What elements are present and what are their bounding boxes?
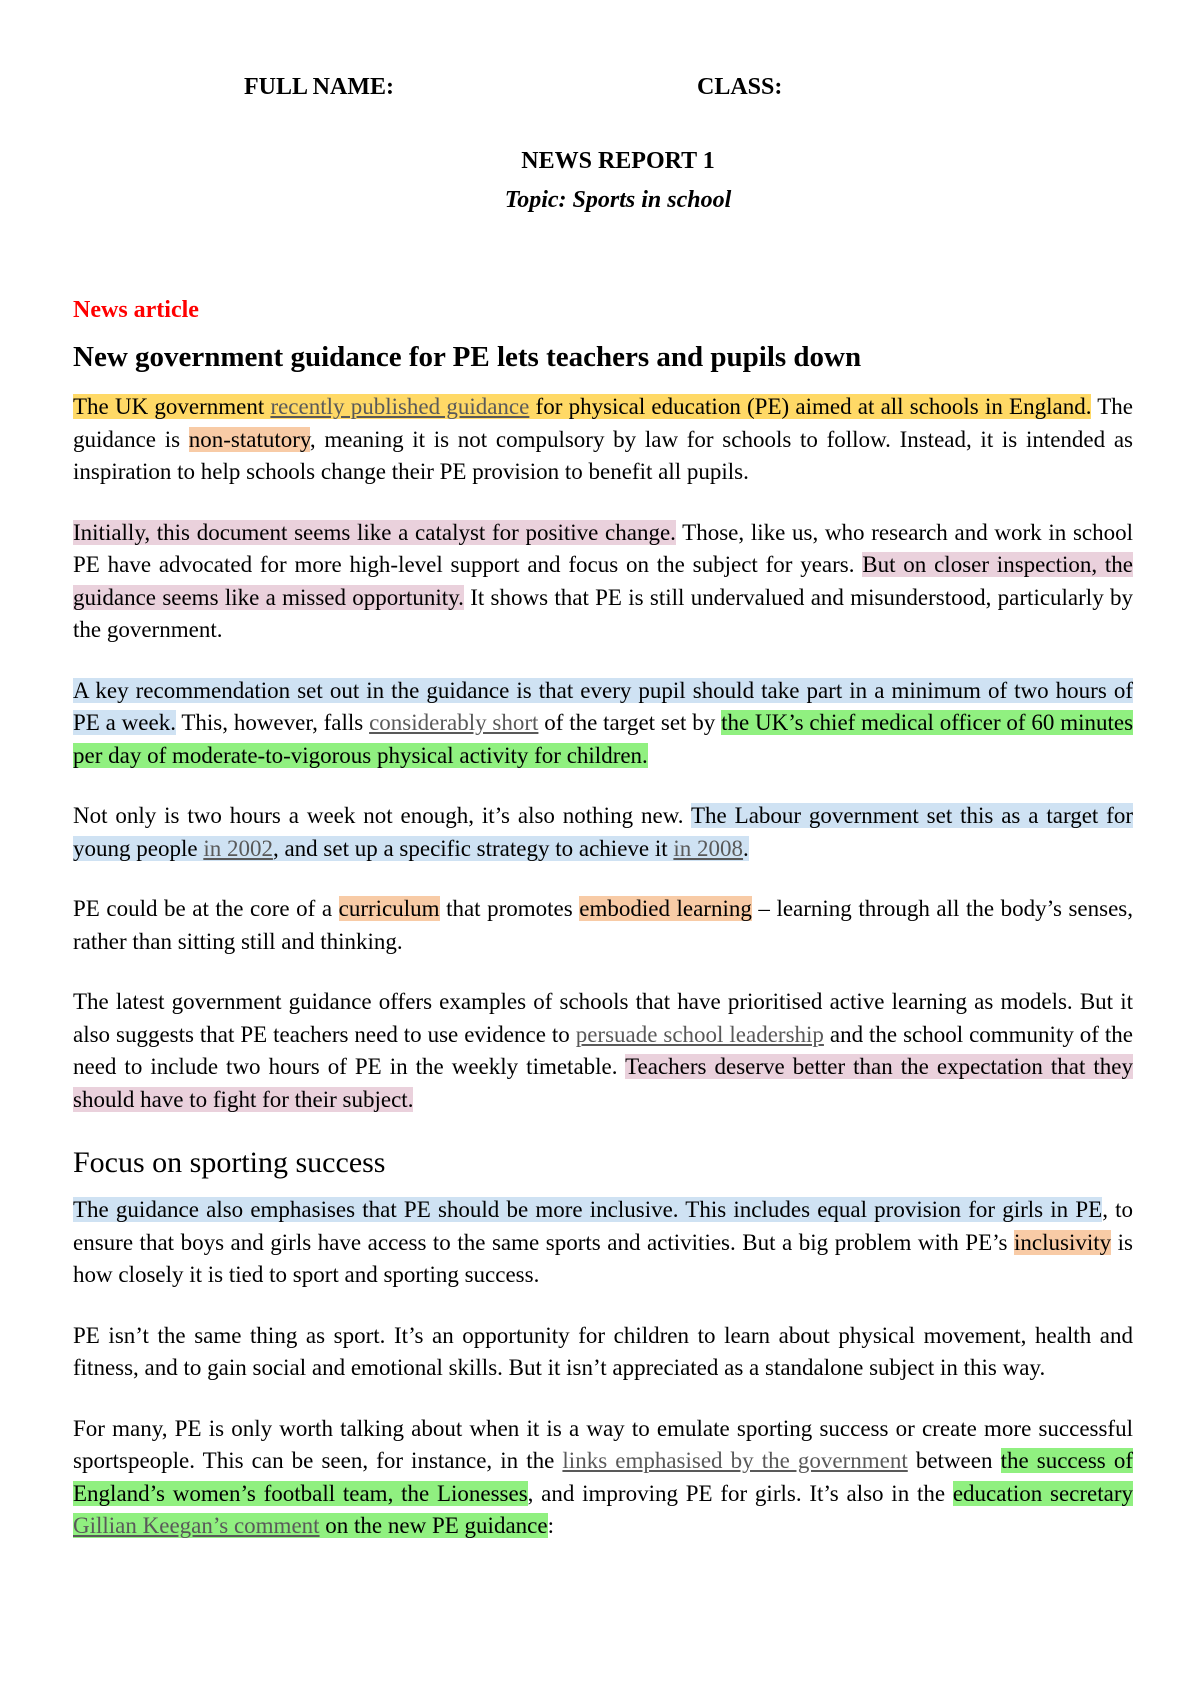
text: education secretary (952, 1480, 1133, 1506)
text: The guidance is (73, 394, 1133, 452)
paragraph-8 (73, 1320, 1133, 1385)
report-title: NEWS REPORT 1 (521, 148, 715, 174)
highlight-green: the UK’s chief medical officer of 60 minutes per day of moderate-to-vigorous physical activity for children. (73, 710, 1134, 768)
link-in-2002[interactable]: in 2002 (203, 835, 273, 861)
paragraph-1 (73, 391, 1133, 489)
text: is how closely it is tied to sport and sporting success. (73, 1229, 1133, 1287)
text: The UK government (73, 394, 271, 419)
paragraph-5 (73, 893, 1133, 958)
paragraph-4 (73, 800, 1133, 865)
link-persuade-school-leadership[interactable]: persuade school leadership (575, 1021, 824, 1047)
text: This, however, falls (175, 710, 370, 735)
text: . (743, 835, 749, 861)
class-label: CLASS: (697, 74, 783, 100)
text: and the school community of the need to include two hours of PE in the weekly timetable. (73, 1021, 1133, 1079)
text: , and set up a specific strategy to achieve it (272, 835, 674, 861)
text: Those, like us, who research and work in school PE have advocated for more high-level support and focus on the subject for years. (73, 519, 1133, 577)
article-subheading: Focus on sporting success (73, 1146, 386, 1179)
text: that promotes (439, 896, 580, 921)
text: , meaning it is not compulsory by law for schools to follow. Instead, it is intended as inspiration to help schools change their PE provision to benefit all pupils. (73, 426, 1133, 484)
highlight-blue: A key recommendation set out in the guidance is that every pupil should take part in a minimum of two hours of PE a week. (73, 677, 1133, 735)
text: The Labour government set this as a target for young people (73, 803, 1133, 861)
text: on the new PE guidance (319, 1513, 548, 1538)
link-in-2008[interactable]: in 2008 (673, 835, 744, 861)
highlight-pink: But on closer inspection, the guidance seems like a missed opportunity. (73, 552, 1133, 610)
highlight-orange: curriculum (338, 896, 440, 921)
highlight-blue: The guidance also emphasises that PE should be more inclusive. This includes equal provision for girls in PE (73, 1197, 1103, 1222)
text: of the target set by (538, 710, 722, 735)
text: , to ensure that boys and girls have access to the same sports and activities. But a big problem with PE’s (73, 1197, 1133, 1255)
highlight-orange: inclusivity (1014, 1229, 1112, 1255)
paragraph-3 (73, 675, 1133, 773)
text: PE isn’t the same thing as sport. It’s an opportunity for children to learn about physical movement, health and fitness, and to gain social and emotional skills. But it isn’t appreciated as a standalone subject in this way. (73, 1322, 1133, 1380)
highlight-orange: non-statutory (188, 426, 310, 452)
highlight-orange: embodied learning (579, 896, 752, 921)
paragraph-7 (73, 1194, 1133, 1292)
text: For many, PE is only worth talking about when it is a way to emulate sporting success or create more successful sportspeople. This can be seen, for instance, in the (73, 1415, 1133, 1473)
report-topic: Topic: Sports in school (504, 187, 732, 213)
text: for physical education (PE) aimed at all schools in England. (529, 394, 1092, 419)
text: – learning through all the body’s senses, rather than sitting still and thinking. (73, 896, 1134, 954)
highlight-pink: Initially, this document seems like a catalyst for positive change. (73, 519, 676, 545)
student-info-header (0, 74, 1200, 106)
text: , and improving PE for girls. It’s also in the (527, 1480, 953, 1506)
text: Not only is two hours a week not enough, it’s also nothing new. (73, 803, 691, 828)
text: PE could be at the core of a (73, 896, 339, 921)
text: It shows that PE is still undervalued and misunderstood, particularly by the government. (73, 584, 1133, 642)
highlight-green: the success of England’s women’s football team, the Lionesses (73, 1448, 1133, 1506)
link-gillian-keegans-comment[interactable]: Gillian Keegan’s comment (73, 1513, 320, 1538)
article-body (73, 295, 1133, 1571)
link-links-emphasised-by-the-government[interactable]: links emphasised by the government (562, 1448, 908, 1473)
highlight-yellow (73, 394, 1091, 419)
paragraph-9 (73, 1413, 1133, 1543)
text: : (547, 1513, 554, 1538)
link-considerably-short[interactable]: considerably short (369, 710, 539, 735)
section-label: News article (73, 297, 199, 323)
highlight-pink: Teachers deserve better than the expectation that they should have to fight for their subject. (73, 1054, 1133, 1112)
paragraph-6 (73, 986, 1133, 1116)
link-recently-published-guidance[interactable]: recently published guidance (270, 394, 530, 419)
article-headline: New government guidance for PE lets teachers and pupils down (73, 341, 862, 373)
full-name-label: FULL NAME: (244, 74, 394, 100)
paragraph-2 (73, 517, 1133, 647)
text: between (907, 1448, 1001, 1473)
text: The latest government guidance offers examples of schools that have prioritised active learning as models. But it also suggests that PE teachers need to use evidence to (73, 989, 1133, 1047)
